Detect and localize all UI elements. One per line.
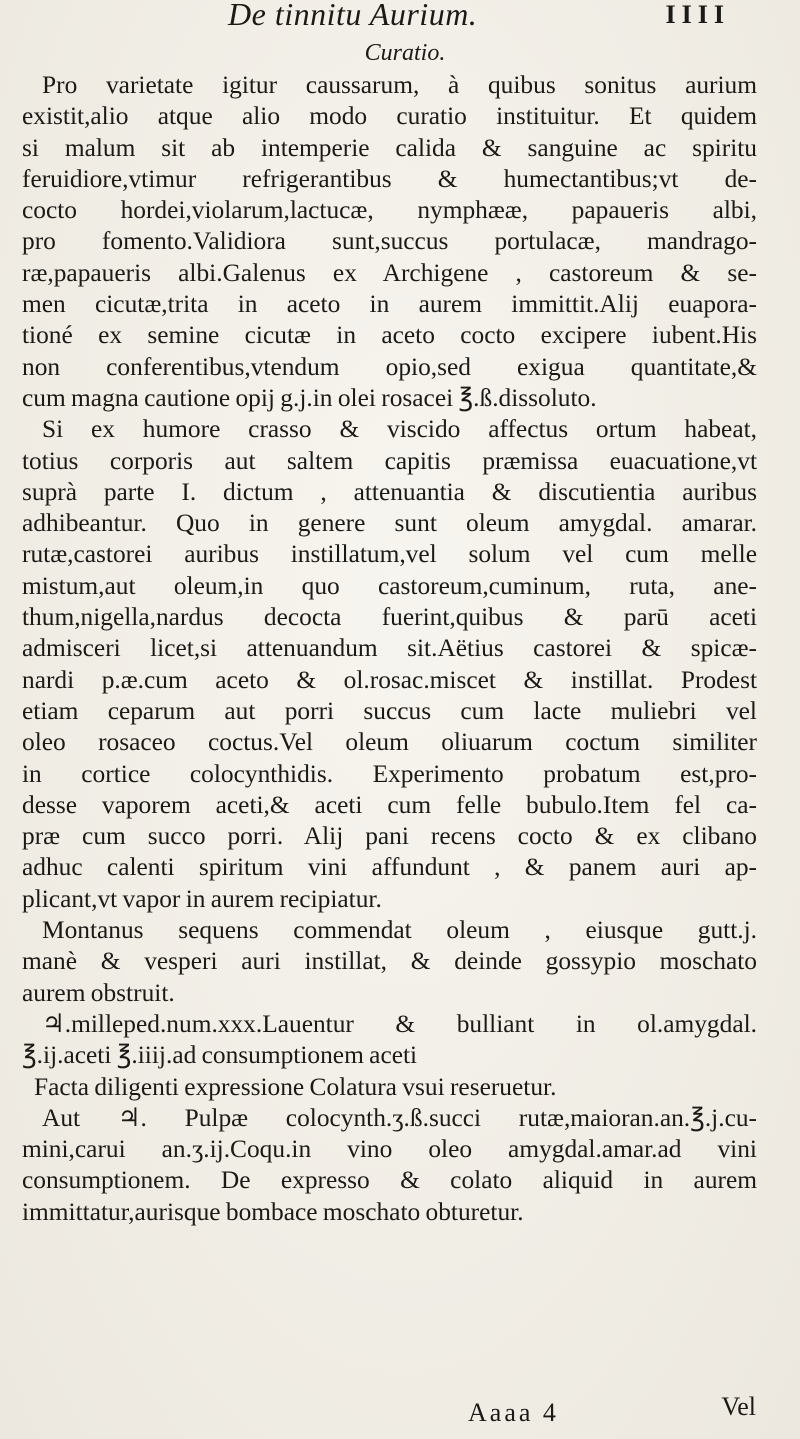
text-line: thum,nigella,nardus decocta fuerint,quibus & parū aceti [22,603,757,632]
running-title: De tinnitu Aurium. [228,0,478,32]
text-line: pro fomento.Validiora sunt,succus portulacæ, mandrago- [22,227,757,256]
recipe-line: Facta diligenti expressione Colatura vsui reseruetur. [34,1072,557,1101]
text-line: plicant,vt vapor in aurem recipiatur. [22,884,382,913]
text-line: si malum sit ab intemperie calida & sanguine ac spiritu [22,133,757,162]
text-line: desse vaporem aceti,& aceti cum felle bubulo.Item fel ca- [22,790,757,819]
text-line: admisceri licet,si attenuandum sit.Aëtius castorei & spicæ- [22,634,757,663]
text-line: tioné ex semine cicutæ in aceto cocto excipere iubent.His [22,321,757,350]
recipe-line: mini,carui an.ʒ.ij.Coqu.in vino oleo amygdal.amar.ad vini [22,1135,757,1164]
recipe-line: Aut ♃. Pulpæ colocynth.ʒ.ß.succi rutæ,maioran.an.℥.j.cu- [42,1103,757,1132]
text-line: in cortice colocynthidis. Experimento probatum est,pro- [22,759,757,788]
text-line: præ cum succo porri. Alij pani recens cocto & ex clibano [22,822,757,851]
text-line: feruidiore,vtimur refrigerantibus & humectantibus;vt de- [22,164,757,193]
text-line: etiam ceparum aut porri succus cum lacte muliebri vel [22,696,757,725]
text-line: immittatur,aurisque bombace moschato obturetur. [22,1197,524,1226]
text-line: suprà parte I. dictum , attenuantia & discutientia auribus [22,477,757,506]
page-footer [0,1392,800,1438]
text-line: Montanus sequens commendat oleum , eiusque gutt.j. [42,916,757,945]
text-line: consumptionem. De expresso & colato aliquid in aurem [22,1166,757,1195]
text-line: oleo rosaceo coctus.Vel oleum oliuarum coctum similiter [22,728,757,757]
body-text [22,70,757,1228]
text-line: existit,alio atque alio modo curatio instituitur. Et quidem [22,102,757,131]
text-line: manè & vesperi auri instillat, & deinde gossypio moschato [22,947,757,976]
text-line: aurem obstruit. [22,978,175,1007]
text-line: nardi p.æ.cum aceto & ol.rosac.miscet & instillat. Prodest [22,665,757,694]
text-line: ræ,papaueris albi.Galenus ex Archigene , castoreum & se- [22,258,757,287]
running-head [0,0,800,40]
text-line: adhuc calenti spiritum vini affundunt , & panem auri ap- [22,853,757,882]
text-line: non conferentibus,vtendum opio,sed exigua quantitate,& [22,352,757,381]
signature-mark: Aaaa 4 [468,1398,559,1427]
catchword: Vel [721,1392,756,1421]
text-line: Pro varietate igitur caussarum, à quibus sonitus aurium [42,71,757,99]
text-line: mistum,aut oleum,in quo castoreum,cuminum, ruta, ane- [22,571,757,600]
text-line: men cicutæ,trita in aceto in aurem immittit.Alij euapora- [22,290,757,319]
recipe-line: ♃.milleped.num.xxx.Lauentur & bulliant in ol.amygdal. [42,1009,757,1038]
section-title: Curatio. [364,40,446,66]
text-line: rutæ,castorei auribus instillatum,vel solum vel cum melle [22,540,757,569]
text-line: adhibeantur. Quo in genere sunt oleum amygdal. amarar. [22,509,757,538]
recipe-line: ℥.ij.aceti ℥.iiij.ad consumptionem aceti [22,1041,418,1070]
text-line: Si ex humore crasso & viscido affectus ortum habeat, [42,415,757,444]
text-line: cum magna cautione opij g.j.in olei rosacei ℥.ß.dissoluto. [22,383,597,412]
text-line: cocto hordei,violarum,lactucæ, nymphææ, papaueris albi, [22,196,757,225]
page-number: IIII [665,0,730,29]
text-line: totius corporis aut saltem capitis præmissa euacuatione,vt [22,446,757,475]
